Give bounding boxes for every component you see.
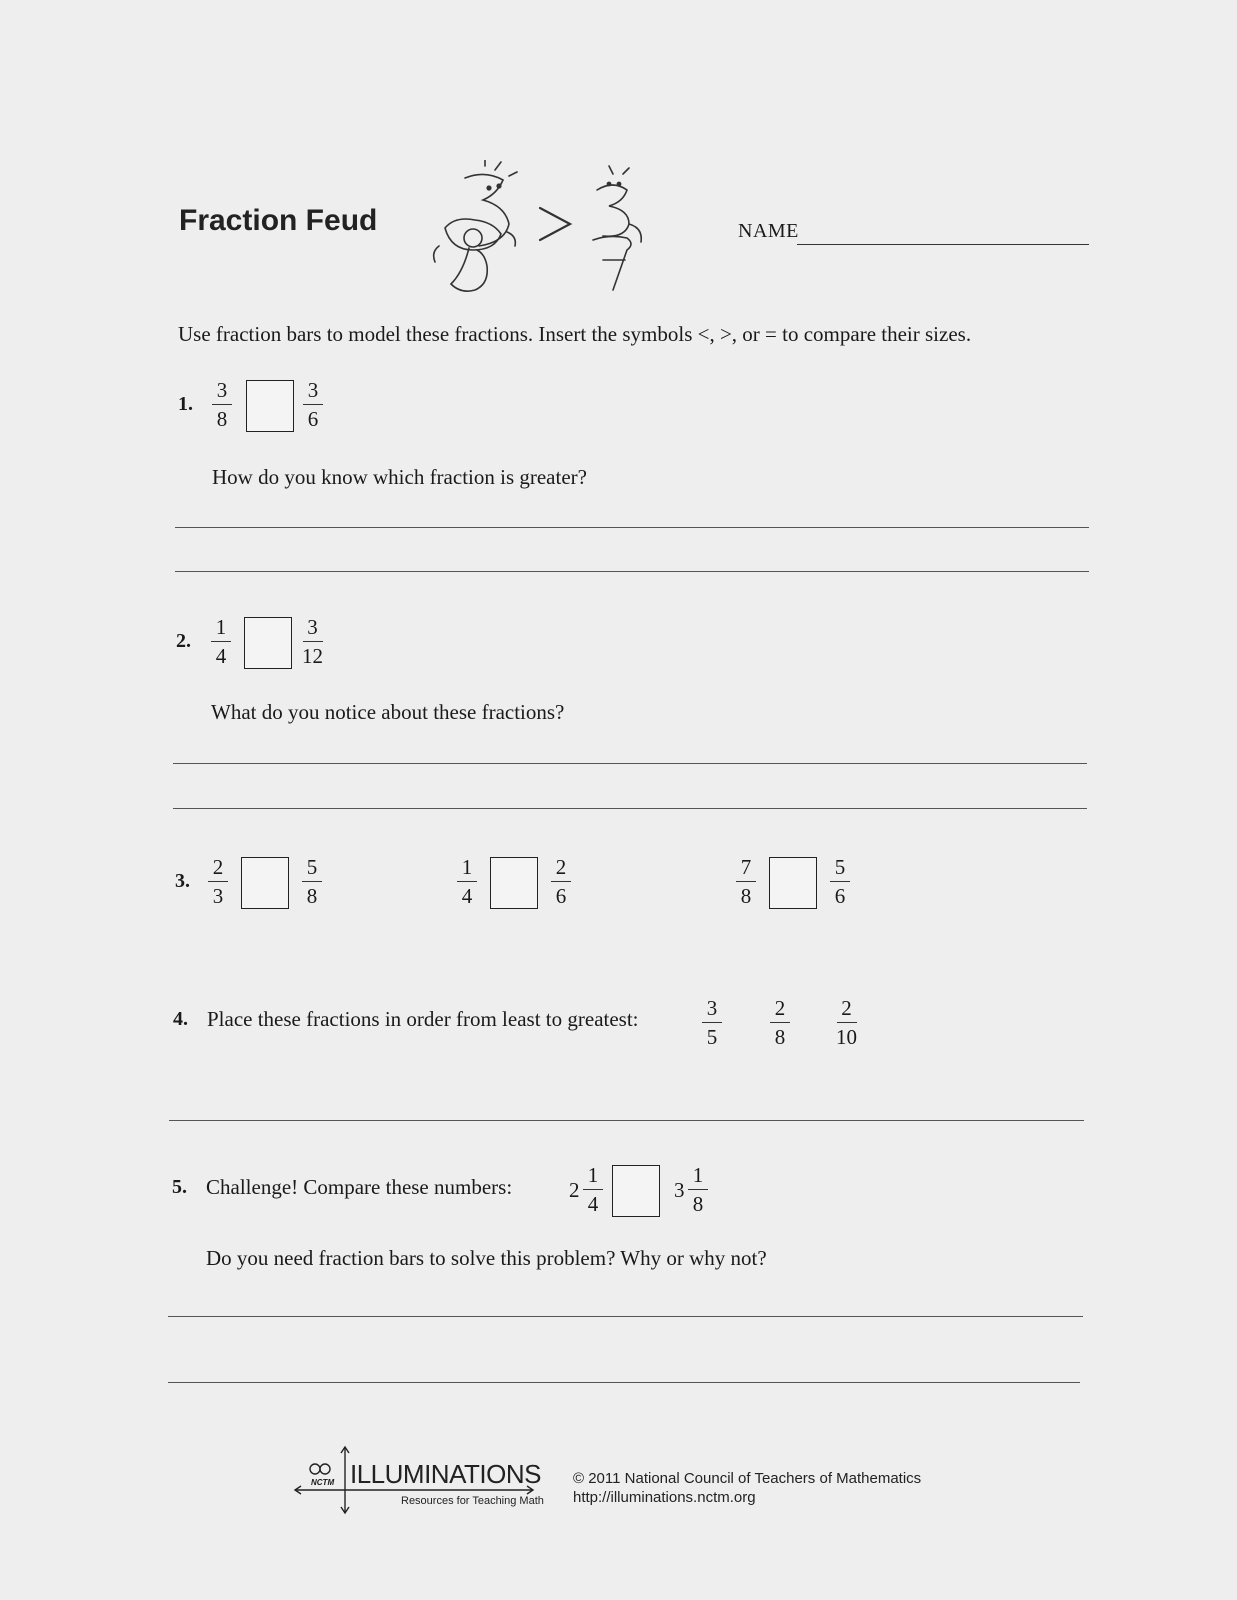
q3a-right-fraction: $\frac{5}{8}$	[302, 857, 322, 907]
illuminations-wordmark: ILLUMINATIONS	[350, 1459, 541, 1489]
q1-answer-line-2[interactable]	[175, 571, 1089, 572]
q3c-right-fraction: $\frac{5}{6}$	[830, 857, 850, 907]
q5-comparison-box[interactable]	[612, 1165, 660, 1217]
q5-followup: Do you need fraction bars to solve this problem? Why or why not?	[206, 1246, 767, 1270]
q3c-left-fraction: $\frac{7}{8}$	[736, 857, 756, 907]
q5-right-fraction: $\frac{1}{8}$	[688, 1165, 708, 1215]
footer-url[interactable]: http://illuminations.nctm.org	[573, 1489, 756, 1506]
q5-left-whole: 2	[569, 1178, 580, 1202]
q3c-comparison-box[interactable]	[769, 857, 817, 909]
q3b-right-fraction: $\frac{2}{6}$	[551, 857, 571, 907]
q4-fraction-2: $\frac{2}{8}$	[770, 998, 790, 1048]
q3a-left-fraction: $\frac{2}{3}$	[208, 857, 228, 907]
q2-answer-line-2[interactable]	[173, 808, 1087, 809]
q4-fraction-3: $\frac{2}{10}$	[836, 996, 857, 1049]
q5-left-fraction: $\frac{1}{4}$	[583, 1165, 603, 1215]
q2-answer-line-1[interactable]	[173, 763, 1087, 764]
q2-comparison-box[interactable]	[244, 617, 292, 669]
q1-right-fraction: $\frac{3}{6}$	[303, 380, 323, 430]
q4-answer-line[interactable]	[169, 1120, 1084, 1121]
q1-left-fraction: $\frac{3}{8}$	[212, 380, 232, 430]
q1-prompt: How do you know which fraction is greater?	[212, 465, 587, 489]
nctm-mark: NCTM	[311, 1478, 335, 1487]
question-1-number: 1.	[178, 393, 193, 415]
q4-prompt: Place these fractions in order from least to greatest:	[207, 1007, 639, 1031]
q4-fraction-1: $\frac{3}{5}$	[702, 998, 722, 1048]
q5-right-whole: 3	[674, 1178, 685, 1202]
q2-left-fraction: $\frac{1}{4}$	[211, 617, 231, 667]
q2-right-fraction: $\frac{3}{12}$	[302, 615, 323, 668]
q5-prompt: Challenge! Compare these numbers:	[206, 1175, 513, 1199]
question-2-number: 2.	[176, 630, 191, 652]
q3b-comparison-box[interactable]	[490, 857, 538, 909]
copyright-text: © 2011 National Council of Teachers of Mathematics	[573, 1470, 922, 1487]
question-5-number: 5.	[172, 1176, 187, 1198]
q2-prompt: What do you notice about these fractions?	[211, 700, 565, 724]
q1-answer-line-1[interactable]	[175, 527, 1089, 528]
name-answer-line[interactable]	[797, 244, 1089, 245]
q5-answer-line-2[interactable]	[168, 1382, 1080, 1383]
question-3-number: 3.	[175, 870, 190, 892]
q3b-left-fraction: $\frac{1}{4}$	[457, 857, 477, 907]
q5-answer-line-1[interactable]	[168, 1316, 1083, 1317]
q3a-comparison-box[interactable]	[241, 857, 289, 909]
question-4-number: 4.	[173, 1008, 188, 1030]
footer-copyright-block	[573, 1469, 921, 1507]
instructions-text: Use fraction bars to model these fractions. Insert the symbols <, >, or = to compare their sizes.	[178, 322, 972, 346]
q1-comparison-box[interactable]	[246, 380, 294, 432]
illuminations-tagline: Resources for Teaching Math	[401, 1495, 544, 1507]
fraction-cartoon-illustration	[425, 160, 665, 300]
name-label: NAME	[738, 220, 799, 242]
worksheet-title: Fraction Feud	[179, 204, 378, 237]
